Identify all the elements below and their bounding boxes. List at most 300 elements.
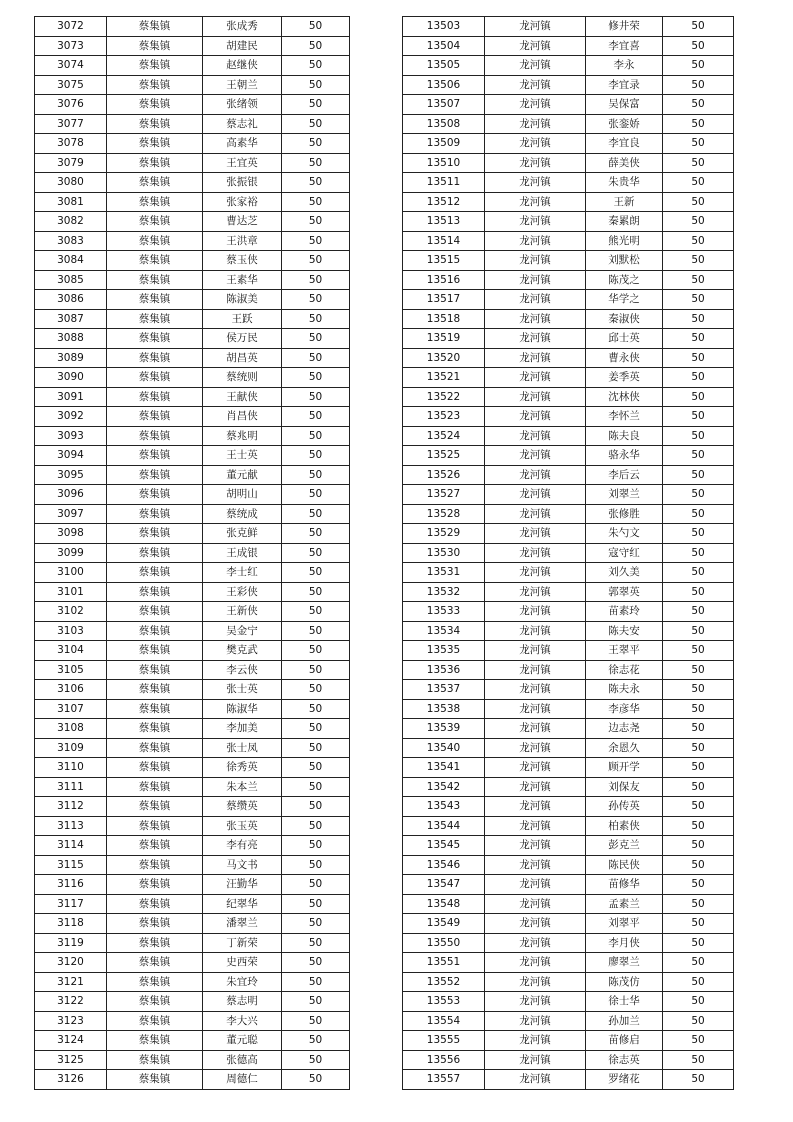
amount-cell: 50: [663, 309, 734, 329]
name-cell: 边志尧: [586, 719, 663, 739]
town-cell: 蔡集镇: [107, 212, 203, 232]
amount-cell: 50: [663, 524, 734, 544]
town-cell: 龙河镇: [485, 348, 586, 368]
name-cell: 王彩侠: [203, 582, 282, 602]
name-cell: 陈淑华: [203, 699, 282, 719]
serial-cell: 3107: [35, 699, 107, 719]
name-cell: 柏素侠: [586, 816, 663, 836]
amount-cell: 50: [282, 329, 350, 349]
left-table-body: [35, 17, 350, 1090]
table-row: [35, 192, 350, 212]
table-row: [35, 504, 350, 524]
table-row: [35, 660, 350, 680]
name-cell: 胡建民: [203, 36, 282, 56]
town-cell: 龙河镇: [485, 56, 586, 76]
serial-cell: 3109: [35, 738, 107, 758]
town-cell: 蔡集镇: [107, 641, 203, 661]
town-cell: 龙河镇: [485, 1070, 586, 1090]
right-table-body: [403, 17, 734, 1090]
name-cell: 蔡玉侠: [203, 251, 282, 271]
amount-cell: 50: [282, 231, 350, 251]
name-cell: 马文书: [203, 855, 282, 875]
table-row: [35, 953, 350, 973]
town-cell: 龙河镇: [485, 758, 586, 778]
name-cell: 朱勺文: [586, 524, 663, 544]
town-cell: 龙河镇: [485, 953, 586, 973]
amount-cell: 50: [282, 446, 350, 466]
serial-cell: 13543: [403, 797, 485, 817]
name-cell: 徐志花: [586, 660, 663, 680]
serial-cell: 13541: [403, 758, 485, 778]
table-row: [35, 95, 350, 115]
amount-cell: 50: [663, 719, 734, 739]
table-row: [403, 777, 734, 797]
name-cell: 朱宜玲: [203, 972, 282, 992]
name-cell: 刘久美: [586, 563, 663, 583]
serial-cell: 13526: [403, 465, 485, 485]
serial-cell: 13506: [403, 75, 485, 95]
serial-cell: 13540: [403, 738, 485, 758]
table-row: [403, 270, 734, 290]
amount-cell: 50: [663, 231, 734, 251]
serial-cell: 3085: [35, 270, 107, 290]
serial-cell: 3114: [35, 836, 107, 856]
table-row: [35, 426, 350, 446]
amount-cell: 50: [282, 56, 350, 76]
serial-cell: 13550: [403, 933, 485, 953]
table-row: [403, 504, 734, 524]
amount-cell: 50: [663, 426, 734, 446]
town-cell: 蔡集镇: [107, 875, 203, 895]
name-cell: 廖翠兰: [586, 953, 663, 973]
name-cell: 王新: [586, 192, 663, 212]
table-row: [35, 368, 350, 388]
name-cell: 李永: [586, 56, 663, 76]
serial-cell: 13557: [403, 1070, 485, 1090]
name-cell: 赵继侠: [203, 56, 282, 76]
town-cell: 龙河镇: [485, 95, 586, 115]
table-row: [403, 192, 734, 212]
name-cell: 陈夫安: [586, 621, 663, 641]
name-cell: 董元聪: [203, 1031, 282, 1051]
town-cell: 蔡集镇: [107, 816, 203, 836]
town-cell: 龙河镇: [485, 134, 586, 154]
town-cell: 龙河镇: [485, 563, 586, 583]
serial-cell: 3076: [35, 95, 107, 115]
serial-cell: 13529: [403, 524, 485, 544]
table-row: [35, 543, 350, 563]
serial-cell: 3081: [35, 192, 107, 212]
serial-cell: 3092: [35, 407, 107, 427]
amount-cell: 50: [663, 1011, 734, 1031]
serial-cell: 13516: [403, 270, 485, 290]
table-row: [35, 17, 350, 37]
town-cell: 蔡集镇: [107, 602, 203, 622]
serial-cell: 3101: [35, 582, 107, 602]
town-cell: 龙河镇: [485, 641, 586, 661]
town-cell: 蔡集镇: [107, 524, 203, 544]
name-cell: 刘默松: [586, 251, 663, 271]
town-cell: 龙河镇: [485, 660, 586, 680]
serial-cell: 3122: [35, 992, 107, 1012]
serial-cell: 3077: [35, 114, 107, 134]
table-row: [35, 758, 350, 778]
serial-cell: 13520: [403, 348, 485, 368]
serial-cell: 13517: [403, 290, 485, 310]
amount-cell: 50: [282, 855, 350, 875]
name-cell: 刘翠兰: [586, 485, 663, 505]
serial-cell: 3112: [35, 797, 107, 817]
town-cell: 龙河镇: [485, 914, 586, 934]
table-row: [35, 56, 350, 76]
table-row: [403, 563, 734, 583]
table-row: [35, 270, 350, 290]
name-cell: 陈民侠: [586, 855, 663, 875]
amount-cell: 50: [663, 621, 734, 641]
name-cell: 张修胜: [586, 504, 663, 524]
amount-cell: 50: [282, 407, 350, 427]
serial-cell: 13546: [403, 855, 485, 875]
table-row: [403, 953, 734, 973]
town-cell: 蔡集镇: [107, 855, 203, 875]
name-cell: 王士英: [203, 446, 282, 466]
serial-cell: 3094: [35, 446, 107, 466]
town-cell: 蔡集镇: [107, 95, 203, 115]
name-cell: 修井荣: [586, 17, 663, 37]
serial-cell: 13551: [403, 953, 485, 973]
amount-cell: 50: [282, 914, 350, 934]
town-cell: 蔡集镇: [107, 543, 203, 563]
amount-cell: 50: [282, 36, 350, 56]
table-row: [403, 524, 734, 544]
name-cell: 李后云: [586, 465, 663, 485]
serial-cell: 3090: [35, 368, 107, 388]
name-cell: 张振银: [203, 173, 282, 193]
serial-cell: 13554: [403, 1011, 485, 1031]
table-row: [35, 251, 350, 271]
amount-cell: 50: [663, 446, 734, 466]
town-cell: 蔡集镇: [107, 114, 203, 134]
amount-cell: 50: [282, 738, 350, 758]
amount-cell: 50: [282, 797, 350, 817]
serial-cell: 3080: [35, 173, 107, 193]
table-row: [35, 153, 350, 173]
serial-cell: 3073: [35, 36, 107, 56]
town-cell: 龙河镇: [485, 894, 586, 914]
table-row: [403, 134, 734, 154]
serial-cell: 3126: [35, 1070, 107, 1090]
town-cell: 蔡集镇: [107, 1070, 203, 1090]
name-cell: 李宜良: [586, 134, 663, 154]
name-cell: 刘翠平: [586, 914, 663, 934]
table-row: [403, 465, 734, 485]
name-cell: 史西荣: [203, 953, 282, 973]
serial-cell: 3118: [35, 914, 107, 934]
name-cell: 张玉英: [203, 816, 282, 836]
serial-cell: 13514: [403, 231, 485, 251]
serial-cell: 3108: [35, 719, 107, 739]
serial-cell: 3075: [35, 75, 107, 95]
town-cell: 龙河镇: [485, 446, 586, 466]
town-cell: 龙河镇: [485, 699, 586, 719]
town-cell: 蔡集镇: [107, 563, 203, 583]
name-cell: 李宜录: [586, 75, 663, 95]
right-table: [402, 16, 734, 1090]
serial-cell: 3096: [35, 485, 107, 505]
town-cell: 蔡集镇: [107, 407, 203, 427]
table-row: [403, 738, 734, 758]
town-cell: 蔡集镇: [107, 56, 203, 76]
town-cell: 龙河镇: [485, 875, 586, 895]
amount-cell: 50: [282, 602, 350, 622]
serial-cell: 3116: [35, 875, 107, 895]
name-cell: 王洪章: [203, 231, 282, 251]
town-cell: 蔡集镇: [107, 309, 203, 329]
table-row: [35, 407, 350, 427]
amount-cell: 50: [663, 660, 734, 680]
name-cell: 丁新荣: [203, 933, 282, 953]
town-cell: 龙河镇: [485, 231, 586, 251]
amount-cell: 50: [663, 153, 734, 173]
name-cell: 王翠平: [586, 641, 663, 661]
amount-cell: 50: [282, 660, 350, 680]
name-cell: 罗绪花: [586, 1070, 663, 1090]
amount-cell: 50: [663, 348, 734, 368]
name-cell: 王新侠: [203, 602, 282, 622]
amount-cell: 50: [282, 992, 350, 1012]
name-cell: 秦淑侠: [586, 309, 663, 329]
amount-cell: 50: [663, 953, 734, 973]
serial-cell: 13525: [403, 446, 485, 466]
town-cell: 龙河镇: [485, 36, 586, 56]
table-row: [35, 1070, 350, 1090]
serial-cell: 3115: [35, 855, 107, 875]
amount-cell: 50: [282, 680, 350, 700]
name-cell: 邱士英: [586, 329, 663, 349]
serial-cell: 13535: [403, 641, 485, 661]
amount-cell: 50: [663, 1070, 734, 1090]
serial-cell: 3072: [35, 17, 107, 37]
town-cell: 龙河镇: [485, 582, 586, 602]
name-cell: 张克鲜: [203, 524, 282, 544]
amount-cell: 50: [663, 95, 734, 115]
amount-cell: 50: [282, 1070, 350, 1090]
name-cell: 吴保富: [586, 95, 663, 115]
town-cell: 龙河镇: [485, 465, 586, 485]
town-cell: 龙河镇: [485, 1011, 586, 1031]
name-cell: 张銮娇: [586, 114, 663, 134]
serial-cell: 3079: [35, 153, 107, 173]
amount-cell: 50: [663, 251, 734, 271]
table-row: [403, 17, 734, 37]
serial-cell: 13556: [403, 1050, 485, 1070]
name-cell: 李士红: [203, 563, 282, 583]
table-row: [35, 134, 350, 154]
table-row: [35, 387, 350, 407]
name-cell: 董元献: [203, 465, 282, 485]
table-row: [403, 602, 734, 622]
amount-cell: 50: [663, 17, 734, 37]
table-row: [403, 582, 734, 602]
serial-cell: 3087: [35, 309, 107, 329]
serial-cell: 13519: [403, 329, 485, 349]
table-row: [35, 933, 350, 953]
name-cell: 孙加兰: [586, 1011, 663, 1031]
town-cell: 蔡集镇: [107, 972, 203, 992]
serial-cell: 3120: [35, 953, 107, 973]
amount-cell: 50: [282, 816, 350, 836]
table-row: [403, 972, 734, 992]
town-cell: 蔡集镇: [107, 368, 203, 388]
table-row: [403, 836, 734, 856]
table-row: [403, 446, 734, 466]
name-cell: 李月侠: [586, 933, 663, 953]
amount-cell: 50: [282, 621, 350, 641]
table-row: [403, 329, 734, 349]
town-cell: 蔡集镇: [107, 894, 203, 914]
amount-cell: 50: [282, 153, 350, 173]
amount-cell: 50: [663, 777, 734, 797]
serial-cell: 13534: [403, 621, 485, 641]
table-row: [403, 348, 734, 368]
town-cell: 蔡集镇: [107, 426, 203, 446]
amount-cell: 50: [282, 368, 350, 388]
name-cell: 骆永华: [586, 446, 663, 466]
serial-cell: 3105: [35, 660, 107, 680]
name-cell: 薛美侠: [586, 153, 663, 173]
serial-cell: 3083: [35, 231, 107, 251]
town-cell: 龙河镇: [485, 407, 586, 427]
name-cell: 徐志英: [586, 1050, 663, 1070]
name-cell: 朱本兰: [203, 777, 282, 797]
town-cell: 蔡集镇: [107, 1031, 203, 1051]
serial-cell: 13523: [403, 407, 485, 427]
town-cell: 龙河镇: [485, 75, 586, 95]
table-row: [403, 621, 734, 641]
name-cell: 沈林侠: [586, 387, 663, 407]
name-cell: 蔡统成: [203, 504, 282, 524]
serial-cell: 13518: [403, 309, 485, 329]
table-row: [403, 719, 734, 739]
name-cell: 蔡缵英: [203, 797, 282, 817]
amount-cell: 50: [282, 719, 350, 739]
serial-cell: 13555: [403, 1031, 485, 1051]
town-cell: 龙河镇: [485, 738, 586, 758]
name-cell: 樊克武: [203, 641, 282, 661]
town-cell: 蔡集镇: [107, 231, 203, 251]
amount-cell: 50: [282, 348, 350, 368]
town-cell: 龙河镇: [485, 816, 586, 836]
town-cell: 蔡集镇: [107, 680, 203, 700]
serial-cell: 13537: [403, 680, 485, 700]
town-cell: 蔡集镇: [107, 953, 203, 973]
town-cell: 蔡集镇: [107, 75, 203, 95]
name-cell: 余恩久: [586, 738, 663, 758]
table-row: [35, 992, 350, 1012]
name-cell: 汪勤华: [203, 875, 282, 895]
name-cell: 张士凤: [203, 738, 282, 758]
amount-cell: 50: [663, 680, 734, 700]
amount-cell: 50: [663, 972, 734, 992]
amount-cell: 50: [282, 95, 350, 115]
name-cell: 姜季英: [586, 368, 663, 388]
name-cell: 李怀兰: [586, 407, 663, 427]
name-cell: 苗素玲: [586, 602, 663, 622]
serial-cell: 3102: [35, 602, 107, 622]
amount-cell: 50: [282, 758, 350, 778]
town-cell: 龙河镇: [485, 153, 586, 173]
amount-cell: 50: [663, 504, 734, 524]
amount-cell: 50: [663, 407, 734, 427]
table-row: [403, 212, 734, 232]
name-cell: 胡昌英: [203, 348, 282, 368]
serial-cell: 13527: [403, 485, 485, 505]
table-row: [35, 1011, 350, 1031]
amount-cell: 50: [282, 777, 350, 797]
table-row: [403, 914, 734, 934]
serial-cell: 3095: [35, 465, 107, 485]
town-cell: 龙河镇: [485, 933, 586, 953]
table-row: [403, 231, 734, 251]
serial-cell: 13505: [403, 56, 485, 76]
amount-cell: 50: [282, 953, 350, 973]
town-cell: 龙河镇: [485, 543, 586, 563]
town-cell: 龙河镇: [485, 173, 586, 193]
serial-cell: 13503: [403, 17, 485, 37]
amount-cell: 50: [282, 933, 350, 953]
table-row: [35, 972, 350, 992]
name-cell: 胡明山: [203, 485, 282, 505]
amount-cell: 50: [663, 816, 734, 836]
name-cell: 张士英: [203, 680, 282, 700]
name-cell: 张成秀: [203, 17, 282, 37]
table-row: [35, 777, 350, 797]
amount-cell: 50: [282, 251, 350, 271]
serial-cell: 13522: [403, 387, 485, 407]
serial-cell: 13515: [403, 251, 485, 271]
table-row: [35, 875, 350, 895]
town-cell: 龙河镇: [485, 270, 586, 290]
name-cell: 曹达芝: [203, 212, 282, 232]
name-cell: 张德高: [203, 1050, 282, 1070]
amount-cell: 50: [663, 563, 734, 583]
town-cell: 龙河镇: [485, 17, 586, 37]
amount-cell: 50: [282, 290, 350, 310]
name-cell: 李有亮: [203, 836, 282, 856]
town-cell: 龙河镇: [485, 485, 586, 505]
town-cell: 龙河镇: [485, 114, 586, 134]
serial-cell: 3098: [35, 524, 107, 544]
amount-cell: 50: [282, 543, 350, 563]
table-row: [35, 582, 350, 602]
name-cell: 孟素兰: [586, 894, 663, 914]
amount-cell: 50: [282, 972, 350, 992]
amount-cell: 50: [282, 1031, 350, 1051]
name-cell: 李加美: [203, 719, 282, 739]
amount-cell: 50: [663, 875, 734, 895]
town-cell: 龙河镇: [485, 368, 586, 388]
table-row: [403, 1031, 734, 1051]
table-row: [403, 680, 734, 700]
table-row: [35, 855, 350, 875]
name-cell: 熊光明: [586, 231, 663, 251]
serial-cell: 3091: [35, 387, 107, 407]
table-row: [35, 173, 350, 193]
name-cell: 蔡统则: [203, 368, 282, 388]
town-cell: 蔡集镇: [107, 17, 203, 37]
serial-cell: 3111: [35, 777, 107, 797]
amount-cell: 50: [663, 212, 734, 232]
